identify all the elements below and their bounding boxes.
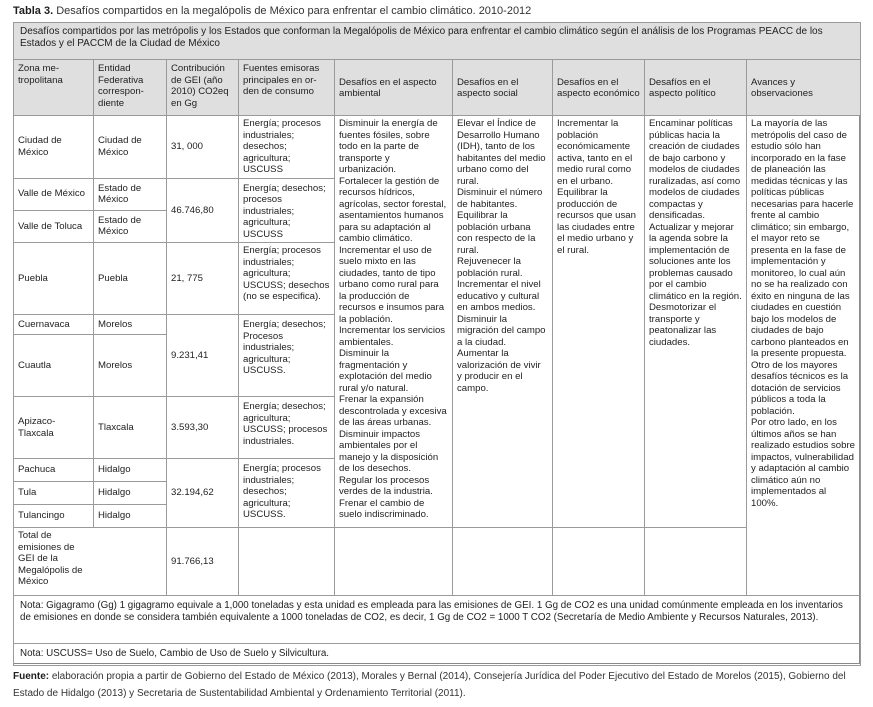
entity-name: Estado de México xyxy=(94,210,167,242)
total-label xyxy=(14,528,167,596)
entity-name: Morelos xyxy=(94,315,167,335)
challenge-item: Disminuir el número de habitantes. xyxy=(457,187,543,210)
zone-name: Valle de México xyxy=(14,178,94,210)
challenge-item: Disminuir la fragmentación y explotación del medio rural y/o natural. xyxy=(339,348,432,394)
column-header: Contribución de GEI (año 2010) CO2eq en Gg xyxy=(167,60,239,116)
column-header: Desafíos en el aspecto político xyxy=(645,60,747,116)
entity-name: Puebla xyxy=(94,243,167,315)
political-challenges xyxy=(645,116,747,528)
challenge-item: Equilibrar la población urbana con respecto de la rural. xyxy=(457,210,536,256)
contribution-value: 31, 000 xyxy=(167,116,239,179)
economic-challenges xyxy=(553,116,645,528)
source-note xyxy=(13,669,863,702)
entity-name: Ciudad de México xyxy=(94,116,167,179)
zone-name: Cuautla xyxy=(14,335,94,397)
empty-cell xyxy=(335,528,453,596)
challenge-item: Incrementar los servicios ambientales. xyxy=(339,325,446,348)
note-row xyxy=(14,596,861,644)
challenge-item: Encaminar políticas públicas hacia la creación de ciudades de bajo carbono y modelos de ciudades ruralizadas, así como modelos de ciudades compactas y densificadas. xyxy=(649,118,741,221)
zone-name: Puebla xyxy=(14,243,94,315)
challenge-item: Elevar el Índice de Desarrollo Humano (IDH), tanto de los habitantes del medio urbano como del rural. xyxy=(457,118,546,187)
challenge-item: Actualizar y mejorar la agenda sobre la implementación de soluciones ante los problemas causado por el cambio climático en la región. Desmotorizar el transporte y peatonalizar las ciudades. xyxy=(649,221,742,348)
entity-name: Hidalgo xyxy=(94,505,167,528)
column-header: Desafíos en el aspecto social xyxy=(453,60,553,116)
zone-name: Tula xyxy=(14,482,94,505)
source-text: elaboración propia a partir de Gobierno del Estado de México (2013), Morales y Bernal (2014), Consejería Jurídica del Poder Ejecutivo del Estado de Morelos (2015), Gobierno del Estado de Hidalgo (2013) y Secretaria de Sustentabilidad Ambiental y Ordenamiento Territorial (2011). xyxy=(13,671,846,699)
source-label: Fuente: xyxy=(13,671,50,682)
table-note: Nota: USCUSS= Uso de Suelo, Cambio de Uso de Suelo y Silvicultura. xyxy=(14,644,861,666)
table-note: Nota: Gigagramo (Gg) 1 gigagramo equivale a 1,000 toneladas y esta unidad es empleada para las emisiones de GEI. 1 Gg de CO2 es una unidad comúnmente empleada en los inventarios de emisiones en donde se considera también equivalente a 1000 toneladas de CO2, es decir, 1 Gg de CO2 = 1000 T CO2 (Secretaría de Medio Ambiente y Recursos Naturales, 2013). xyxy=(14,596,861,644)
challenges-table xyxy=(13,22,861,666)
column-header: Desafíos en el aspecto ambiental xyxy=(335,60,453,116)
zone-name: Pachuca xyxy=(14,459,94,482)
total-label-text: Total de emisiones de GEI de la Megalópolis de México xyxy=(18,530,83,587)
environmental-challenges xyxy=(335,116,453,528)
empty-cell xyxy=(553,528,645,596)
challenge-item: Incrementar la población económicamente activa, tanto en el medio rural como en el urbano. xyxy=(557,118,633,187)
entity-name: Morelos xyxy=(94,335,167,397)
column-header: Desafíos en el aspecto económico xyxy=(553,60,645,116)
challenge-item: Incrementar el uso de suelo mixto en las ciudades, tanto de tipo urbano como rural para la producción de recursos e insumos para la población. xyxy=(339,244,445,325)
entity-name: Estado de México xyxy=(94,178,167,210)
challenge-item: Aumentar la valorización de vivir y producir en el campo. xyxy=(457,348,541,394)
empty-cell xyxy=(645,528,747,596)
column-header: Avances y observaciones xyxy=(747,60,861,116)
emission-sources: Energía; desechos; Procesos industriales; agricultura; USCUSS. xyxy=(239,315,335,397)
zone-name: Valle de Toluca xyxy=(14,210,94,242)
challenge-item: Disminuir la energía de fuentes fósiles, sobre todo en la parte de transporte y urbanización. xyxy=(339,118,438,175)
zone-name: Tulancingo xyxy=(14,505,94,528)
observation-item: Por otro lado, en los últimos años se han realizado estudios sobre impactos, vulnerabilidad y adaptación al cambio climático aún no implementados al 100%. xyxy=(751,417,855,509)
table-caption xyxy=(13,5,531,17)
caption-label: Tabla 3. xyxy=(13,5,54,17)
column-header: Fuentes emisoras principales en or-den de consumo xyxy=(239,60,335,116)
challenge-item: Fortalecer la gestión de recursos hídricos, agrícolas, sector forestal, asentamientos humanos para su adaptación al cambio climático. xyxy=(339,175,447,244)
total-row xyxy=(14,528,861,596)
contribution-value: 3.593,30 xyxy=(167,397,239,459)
progress-observations xyxy=(747,116,861,596)
zone-name: Cuernavaca xyxy=(14,315,94,335)
challenge-item: Equilibrar la producción de recursos que usan las ciudades entre el medio urbano y el rural. xyxy=(557,187,636,256)
challenge-item: Disminuir la migración del campo a la ciudad. xyxy=(457,313,546,348)
emission-sources: Energía; procesos industriales; desechos; agricultura; USCUSS. xyxy=(239,459,335,528)
challenge-item: Incrementar el nivel educativo y cultural en ambos medios. xyxy=(457,279,541,313)
entity-name: Hidalgo xyxy=(94,482,167,505)
social-challenges xyxy=(453,116,553,528)
zone-name: Ciudad de México xyxy=(14,116,94,179)
empty-cell xyxy=(453,528,553,596)
challenge-item: Disminuir impactos ambientales por el manejo y la disposición de los desechos. xyxy=(339,428,439,474)
emission-sources: Energía; desechos; agricultura; USCUSS; procesos industriales. xyxy=(239,397,335,459)
contribution-value: 21, 775 xyxy=(167,243,239,315)
caption-text: Desafíos compartidos en la megalópolis de México para enfrentar el cambio climático. 2010-2012 xyxy=(53,5,532,17)
contribution-value: 46.746,80 xyxy=(167,178,239,243)
emission-sources: Energía; desechos; procesos industriales; agricultura; USCUSS xyxy=(239,178,335,243)
emission-sources: Energía; procesos industriales; desechos; agricultura; USCUSS xyxy=(239,116,335,179)
zone-name: Apizaco-Tlaxcala xyxy=(14,397,94,459)
column-header: Entidad Federativa correspon-diente xyxy=(94,60,167,116)
total-value: 91.766,13 xyxy=(167,528,239,596)
contribution-value: 32.194,62 xyxy=(167,459,239,528)
empty-cell xyxy=(239,528,335,596)
entity-name: Tlaxcala xyxy=(94,397,167,459)
emission-sources: Energía; procesos industriales; agricultura; USCUSS; desechos (no se especifica). xyxy=(239,243,335,315)
observation-item: Otro de los mayores desafíos técnicos es la dotación de servicios públicos a toda la población. xyxy=(751,359,849,417)
challenge-item: Regular los procesos verdes de la industria. xyxy=(339,474,433,497)
contribution-value: 9.231,41 xyxy=(167,315,239,397)
entity-name: Hidalgo xyxy=(94,459,167,482)
observation-item: La mayoría de las metrópolis del caso de estudio sólo han incorporado en la fase de planeación las medidas técnicas y las políticas públicas necesarias para hacerle frente al cambio climático; sin embargo, el mayor reto se presenta en la fase de implementación y monitoreo, lo cual aún no se ha realizado con éxito en ninguna de las ciudades en cuestión bajo los modelos de ciudades de bajo carbono planteados en la presente propuesta. xyxy=(751,118,854,359)
challenge-item: Frenar la expansión descontrolada y excesiva de las áreas urbanas. xyxy=(339,394,447,428)
challenge-item: Frenar el cambio de suelo indiscriminado. xyxy=(339,497,429,520)
note-row xyxy=(14,644,861,666)
column-header: Zona me-tropolitana xyxy=(14,60,94,116)
table-title: Desafíos compartidos por las metrópolis y los Estados que conforman la Megalópolis de México para enfrentar el cambio climático según el análisis de los Programas PEACC de los Estados y el PACCM de la Ciudad de México xyxy=(14,23,861,60)
challenge-item: Rejuvenecer la población rural. xyxy=(457,256,523,279)
table-row xyxy=(14,116,861,179)
